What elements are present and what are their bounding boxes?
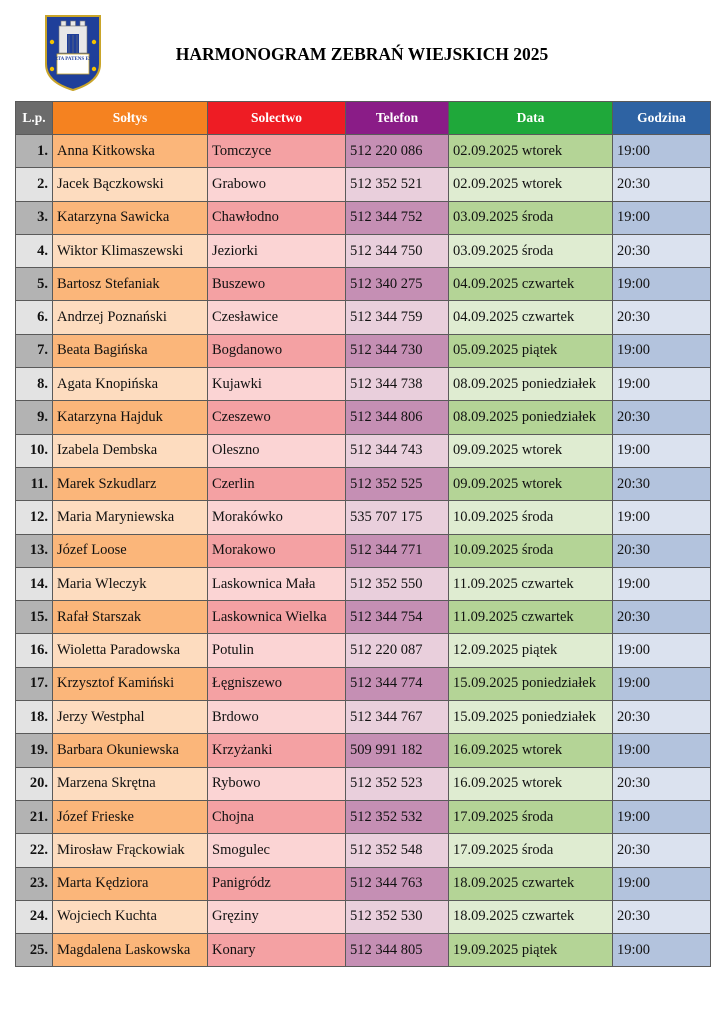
cell-solectwo: Czesławice xyxy=(208,301,346,334)
cell-lp: 1. xyxy=(16,135,53,168)
cell-telefon: 512 344 805 xyxy=(346,934,449,967)
cell-telefon: 512 352 530 xyxy=(346,900,449,933)
cell-solectwo: Gręziny xyxy=(208,900,346,933)
cell-soltys: Marek Szkudlarz xyxy=(53,467,208,500)
cell-solectwo: Grabowo xyxy=(208,168,346,201)
cell-telefon: 512 344 774 xyxy=(346,667,449,700)
table-row xyxy=(16,534,711,567)
cell-soltys: Bartosz Stefaniak xyxy=(53,268,208,301)
cell-data: 04.09.2025 czwartek xyxy=(449,268,613,301)
table-row xyxy=(16,800,711,833)
cell-telefon: 512 344 767 xyxy=(346,701,449,734)
header-solectwo: Solectwo xyxy=(208,102,346,135)
table-row xyxy=(16,934,711,967)
cell-telefon: 512 352 525 xyxy=(346,467,449,500)
cell-data: 09.09.2025 wtorek xyxy=(449,434,613,467)
table-row xyxy=(16,834,711,867)
cell-data: 17.09.2025 środa xyxy=(449,834,613,867)
cell-data: 08.09.2025 poniedziałek xyxy=(449,401,613,434)
table-row xyxy=(16,135,711,168)
cell-lp: 5. xyxy=(16,268,53,301)
cell-lp: 22. xyxy=(16,834,53,867)
cell-godzina: 19:00 xyxy=(613,434,711,467)
cell-soltys: Wioletta Paradowska xyxy=(53,634,208,667)
cell-solectwo: Chojna xyxy=(208,800,346,833)
cell-telefon: 535 707 175 xyxy=(346,501,449,534)
cell-lp: 8. xyxy=(16,368,53,401)
cell-data: 09.09.2025 wtorek xyxy=(449,467,613,500)
cell-lp: 13. xyxy=(16,534,53,567)
cell-solectwo: Krzyżanki xyxy=(208,734,346,767)
cell-soltys: Rafał Starszak xyxy=(53,601,208,634)
cell-godzina: 20:30 xyxy=(613,401,711,434)
cell-godzina: 19:00 xyxy=(613,667,711,700)
cell-soltys: Maria Maryniewska xyxy=(53,501,208,534)
cell-data: 11.09.2025 czwartek xyxy=(449,601,613,634)
table-row xyxy=(16,201,711,234)
cell-solectwo: Morakowo xyxy=(208,534,346,567)
cell-lp: 3. xyxy=(16,201,53,234)
cell-soltys: Mirosław Frąckowiak xyxy=(53,834,208,867)
cell-soltys: Wojciech Kuchta xyxy=(53,900,208,933)
cell-telefon: 512 220 087 xyxy=(346,634,449,667)
cell-godzina: 20:30 xyxy=(613,601,711,634)
cell-solectwo: Tomczyce xyxy=(208,135,346,168)
cell-data: 15.09.2025 poniedziałek xyxy=(449,701,613,734)
cell-lp: 6. xyxy=(16,301,53,334)
table-row xyxy=(16,701,711,734)
cell-solectwo: Laskownica Mała xyxy=(208,567,346,600)
schedule-table xyxy=(15,101,711,967)
cell-soltys: Katarzyna Sawicka xyxy=(53,201,208,234)
cell-soltys: Katarzyna Hajduk xyxy=(53,401,208,434)
cell-solectwo: Potulin xyxy=(208,634,346,667)
cell-solectwo: Brdowo xyxy=(208,701,346,734)
table-row xyxy=(16,334,711,367)
cell-data: 18.09.2025 czwartek xyxy=(449,900,613,933)
cell-data: 04.09.2025 czwartek xyxy=(449,301,613,334)
cell-soltys: Magdalena Laskowska xyxy=(53,934,208,967)
cell-soltys: Anna Kitkowska xyxy=(53,135,208,168)
cell-soltys: Józef Loose xyxy=(53,534,208,567)
cell-soltys: Jacek Bączkowski xyxy=(53,168,208,201)
cell-godzina: 19:00 xyxy=(613,634,711,667)
cell-data: 15.09.2025 poniedziałek xyxy=(449,667,613,700)
table-row xyxy=(16,301,711,334)
town-crest-icon xyxy=(44,14,102,92)
cell-telefon: 512 344 750 xyxy=(346,234,449,267)
table-row xyxy=(16,434,711,467)
table-row xyxy=(16,168,711,201)
table-row xyxy=(16,501,711,534)
cell-data: 02.09.2025 wtorek xyxy=(449,135,613,168)
cell-lp: 14. xyxy=(16,567,53,600)
table-row xyxy=(16,867,711,900)
cell-lp: 2. xyxy=(16,168,53,201)
cell-data: 18.09.2025 czwartek xyxy=(449,867,613,900)
cell-godzina: 20:30 xyxy=(613,168,711,201)
cell-telefon: 512 352 523 xyxy=(346,767,449,800)
cell-solectwo: Oleszno xyxy=(208,434,346,467)
table-row xyxy=(16,900,711,933)
cell-lp: 15. xyxy=(16,601,53,634)
cell-soltys: Jerzy Westphal xyxy=(53,701,208,734)
cell-godzina: 19:00 xyxy=(613,135,711,168)
cell-telefon: 512 352 550 xyxy=(346,567,449,600)
table-row xyxy=(16,767,711,800)
cell-telefon: 512 352 548 xyxy=(346,834,449,867)
cell-soltys: Maria Wleczyk xyxy=(53,567,208,600)
cell-godzina: 19:00 xyxy=(613,334,711,367)
cell-lp: 20. xyxy=(16,767,53,800)
cell-godzina: 20:30 xyxy=(613,234,711,267)
cell-data: 16.09.2025 wtorek xyxy=(449,767,613,800)
cell-solectwo: Smogulec xyxy=(208,834,346,867)
header-telefon: Telefon xyxy=(346,102,449,135)
cell-soltys: Józef Frieske xyxy=(53,800,208,833)
cell-data: 03.09.2025 środa xyxy=(449,201,613,234)
cell-solectwo: Bogdanowo xyxy=(208,334,346,367)
cell-godzina: 19:00 xyxy=(613,800,711,833)
cell-telefon: 512 344 763 xyxy=(346,867,449,900)
table-row xyxy=(16,667,711,700)
table-row xyxy=(16,368,711,401)
cell-lp: 7. xyxy=(16,334,53,367)
cell-telefon: 512 344 730 xyxy=(346,334,449,367)
cell-solectwo: Czeszewo xyxy=(208,401,346,434)
cell-telefon: 512 344 771 xyxy=(346,534,449,567)
cell-godzina: 20:30 xyxy=(613,467,711,500)
cell-soltys: Wiktor Klimaszewski xyxy=(53,234,208,267)
cell-godzina: 19:00 xyxy=(613,867,711,900)
cell-soltys: Marta Kędziora xyxy=(53,867,208,900)
cell-lp: 19. xyxy=(16,734,53,767)
cell-telefon: 512 344 738 xyxy=(346,368,449,401)
cell-solectwo: Czerlin xyxy=(208,467,346,500)
cell-solectwo: Kujawki xyxy=(208,368,346,401)
cell-solectwo: Morakówko xyxy=(208,501,346,534)
table-row xyxy=(16,268,711,301)
cell-solectwo: Konary xyxy=(208,934,346,967)
cell-lp: 16. xyxy=(16,634,53,667)
cell-soltys: Krzysztof Kamiński xyxy=(53,667,208,700)
cell-solectwo: Panigródz xyxy=(208,867,346,900)
cell-godzina: 19:00 xyxy=(613,501,711,534)
cell-data: 08.09.2025 poniedziałek xyxy=(449,368,613,401)
cell-lp: 18. xyxy=(16,701,53,734)
cell-godzina: 20:30 xyxy=(613,900,711,933)
cell-telefon: 512 220 086 xyxy=(346,135,449,168)
cell-data: 02.09.2025 wtorek xyxy=(449,168,613,201)
cell-data: 10.09.2025 środa xyxy=(449,501,613,534)
cell-soltys: Agata Knopińska xyxy=(53,368,208,401)
cell-solectwo: Laskownica Wielka xyxy=(208,601,346,634)
cell-telefon: 512 344 743 xyxy=(346,434,449,467)
cell-lp: 25. xyxy=(16,934,53,967)
cell-lp: 10. xyxy=(16,434,53,467)
cell-godzina: 20:30 xyxy=(613,701,711,734)
cell-godzina: 19:00 xyxy=(613,268,711,301)
cell-godzina: 19:00 xyxy=(613,201,711,234)
cell-solectwo: Buszewo xyxy=(208,268,346,301)
cell-godzina: 19:00 xyxy=(613,567,711,600)
cell-lp: 4. xyxy=(16,234,53,267)
cell-solectwo: Rybowo xyxy=(208,767,346,800)
cell-solectwo: Łęgniszewo xyxy=(208,667,346,700)
cell-soltys: Andrzej Poznański xyxy=(53,301,208,334)
table-row xyxy=(16,601,711,634)
cell-telefon: 512 344 754 xyxy=(346,601,449,634)
cell-solectwo: Jeziorki xyxy=(208,234,346,267)
cell-godzina: 19:00 xyxy=(613,934,711,967)
cell-lp: 11. xyxy=(16,467,53,500)
cell-data: 12.09.2025 piątek xyxy=(449,634,613,667)
header-data: Data xyxy=(449,102,613,135)
cell-data: 11.09.2025 czwartek xyxy=(449,567,613,600)
cell-data: 16.09.2025 wtorek xyxy=(449,734,613,767)
cell-lp: 21. xyxy=(16,800,53,833)
cell-data: 10.09.2025 środa xyxy=(449,534,613,567)
crest-lettering: PORTA PATENS ESTO xyxy=(47,57,99,62)
header-godzina: Godzina xyxy=(613,102,711,135)
cell-data: 05.09.2025 piątek xyxy=(449,334,613,367)
cell-soltys: Beata Bagińska xyxy=(53,334,208,367)
cell-lp: 17. xyxy=(16,667,53,700)
cell-telefon: 509 991 182 xyxy=(346,734,449,767)
cell-telefon: 512 344 806 xyxy=(346,401,449,434)
cell-soltys: Marzena Skrętna xyxy=(53,767,208,800)
cell-telefon: 512 344 752 xyxy=(346,201,449,234)
cell-godzina: 19:00 xyxy=(613,734,711,767)
cell-data: 17.09.2025 środa xyxy=(449,800,613,833)
cell-godzina: 20:30 xyxy=(613,767,711,800)
page-title: HARMONOGRAM ZEBRAŃ WIEJSKICH 2025 xyxy=(175,44,549,64)
cell-solectwo: Chawłodno xyxy=(208,201,346,234)
table-row xyxy=(16,467,711,500)
cell-lp: 23. xyxy=(16,867,53,900)
cell-lp: 24. xyxy=(16,900,53,933)
cell-telefon: 512 340 275 xyxy=(346,268,449,301)
table-row xyxy=(16,567,711,600)
table-row xyxy=(16,234,711,267)
header-soltys: Sołtys xyxy=(53,102,208,135)
cell-soltys: Izabela Dembska xyxy=(53,434,208,467)
cell-lp: 9. xyxy=(16,401,53,434)
cell-soltys: Barbara Okuniewska xyxy=(53,734,208,767)
cell-data: 03.09.2025 środa xyxy=(449,234,613,267)
cell-godzina: 20:30 xyxy=(613,834,711,867)
cell-godzina: 20:30 xyxy=(613,534,711,567)
cell-telefon: 512 344 759 xyxy=(346,301,449,334)
table-row xyxy=(16,401,711,434)
cell-data: 19.09.2025 piątek xyxy=(449,934,613,967)
table-row xyxy=(16,734,711,767)
cell-telefon: 512 352 521 xyxy=(346,168,449,201)
cell-godzina: 20:30 xyxy=(613,301,711,334)
cell-godzina: 19:00 xyxy=(613,368,711,401)
header-row xyxy=(16,102,711,135)
table-row xyxy=(16,634,711,667)
header-lp: L.p. xyxy=(16,102,53,135)
cell-lp: 12. xyxy=(16,501,53,534)
cell-telefon: 512 352 532 xyxy=(346,800,449,833)
